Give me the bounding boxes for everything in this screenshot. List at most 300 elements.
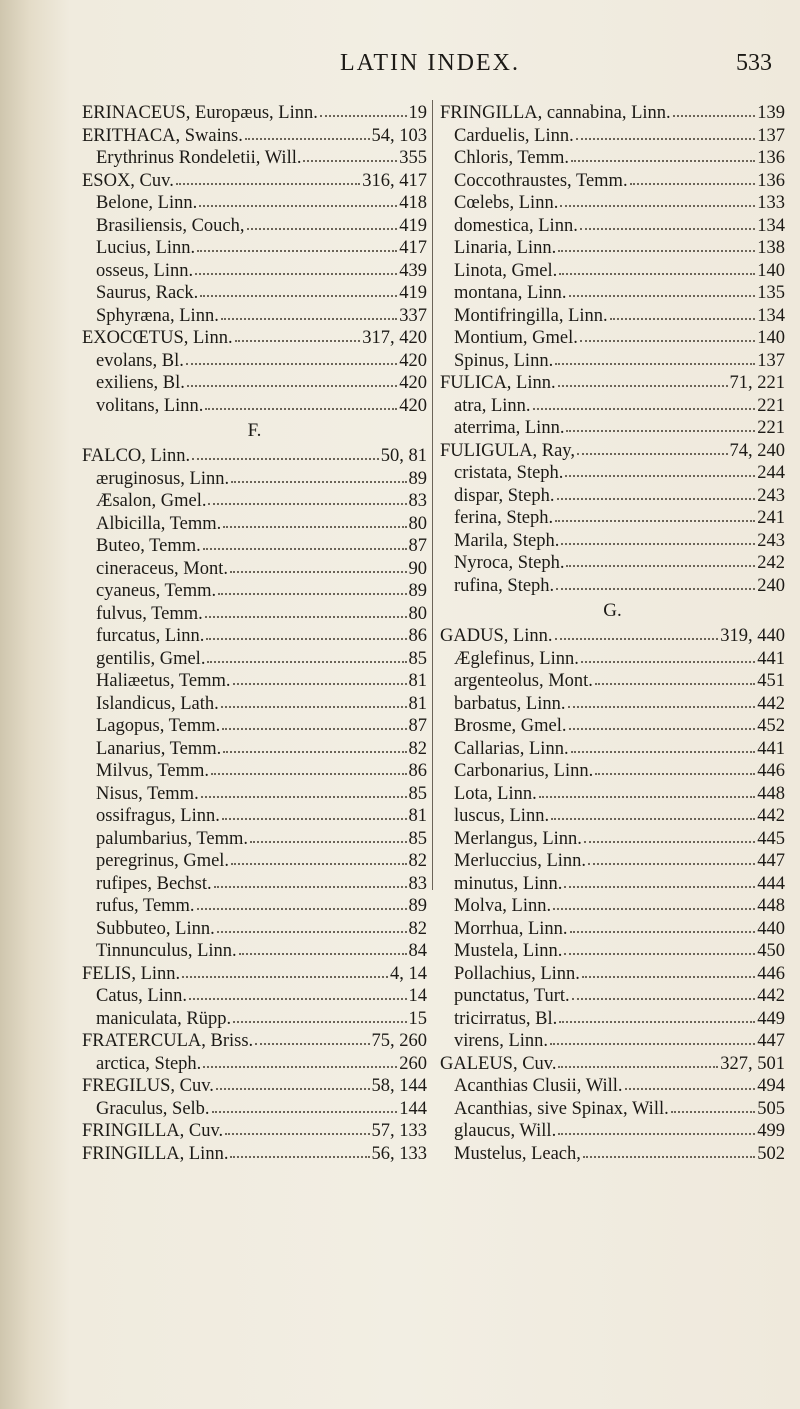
index-entry [82, 170, 427, 193]
dot-leader [560, 205, 755, 207]
entry-page-ref: 137 [757, 125, 785, 146]
entry-page-ref: 445 [757, 828, 785, 849]
index-entry [440, 670, 785, 693]
dot-leader [199, 205, 397, 207]
dot-leader [539, 796, 756, 798]
index-entry [440, 1008, 785, 1031]
index-entry [440, 440, 785, 463]
index-entry [82, 580, 427, 603]
entry-name: Milvus, Temm. [96, 761, 209, 781]
dot-leader [550, 1043, 755, 1045]
dot-leader [203, 548, 407, 550]
dot-leader [255, 1043, 369, 1045]
entry-page-ref: 446 [757, 761, 785, 781]
dot-leader [201, 796, 407, 798]
entry-name: luscus, Linn. [454, 806, 550, 826]
dot-leader [239, 953, 407, 955]
index-entry [82, 828, 427, 851]
dot-leader [566, 430, 755, 432]
entry-name: Carbonarius, Linn. [454, 761, 594, 781]
entry-name: atra, Linn. [454, 395, 531, 416]
index-entry [82, 760, 427, 783]
dot-leader [576, 138, 756, 140]
entry-page-ref: 86 [408, 626, 427, 646]
index-entry [440, 102, 785, 125]
entry-name: Erythrinus Rondeletii, Will. [96, 148, 302, 168]
entry-name: Lota, Linn. [454, 783, 537, 804]
index-entry [82, 625, 427, 648]
entry-name: Islandicus, Lath. [96, 693, 219, 714]
dot-leader [555, 520, 755, 522]
dot-leader [630, 183, 756, 185]
dot-leader [588, 863, 755, 865]
index-entry [82, 372, 427, 395]
index-entry [82, 490, 427, 513]
entry-name: Molva, Linn. [454, 896, 552, 916]
entry-page-ref: 134 [757, 305, 785, 326]
entry-name: Merlangus, Linn. [454, 828, 582, 849]
entry-page-ref: 54, 103 [371, 125, 427, 146]
entry-name: Acanthias Clusii, Will. [454, 1076, 623, 1096]
dot-leader [176, 183, 360, 185]
entry-page-ref: 82 [408, 918, 427, 939]
entry-page-ref: 447 [757, 851, 785, 871]
entry-page-ref: 82 [408, 738, 427, 759]
entry-page-ref: 134 [757, 215, 785, 236]
index-entry [82, 895, 427, 918]
index-entry [440, 805, 785, 828]
index-entry [440, 850, 785, 873]
index-entry [82, 468, 427, 491]
index-entry [82, 215, 427, 238]
entry-name: Pollachius, Linn. [454, 963, 580, 984]
dot-leader [197, 250, 397, 252]
dot-leader [195, 273, 397, 275]
dot-leader [222, 818, 407, 820]
dot-leader [569, 728, 756, 730]
entry-page-ref: 442 [757, 986, 785, 1006]
index-entry [440, 327, 785, 350]
entry-name: peregrinus, Gmel. [96, 851, 230, 871]
entry-page-ref: 50, 81 [380, 446, 427, 466]
dot-leader [533, 408, 756, 410]
entry-name: cristata, Steph. [454, 463, 564, 483]
dot-leader [671, 1111, 756, 1113]
entry-page-ref: 450 [757, 941, 785, 961]
entry-name: dispar, Steph. [454, 485, 555, 506]
dot-leader [572, 998, 756, 1000]
index-entry [440, 170, 785, 193]
index-entry [440, 192, 785, 215]
entry-page-ref: 87 [408, 716, 427, 736]
dot-leader [559, 273, 755, 275]
entry-name: Merluccius, Linn. [454, 851, 587, 871]
entry-page-ref: 449 [757, 1008, 785, 1029]
dot-leader [558, 1066, 718, 1068]
dot-leader [565, 475, 755, 477]
entry-page-ref: 84 [408, 941, 427, 961]
dot-leader [558, 1133, 755, 1135]
entry-name: FREGILUS, Cuv. [82, 1076, 214, 1096]
entry-name: Sphyræna, Linn. [96, 305, 219, 326]
entry-name: Buteo, Temm. [96, 536, 201, 556]
index-entry [440, 738, 785, 761]
entry-name: Linota, Gmel. [454, 260, 558, 281]
index-entry [440, 282, 785, 305]
index-entry [440, 918, 785, 941]
entry-name: rufus, Temm. [96, 896, 195, 916]
index-entry [440, 1098, 785, 1121]
dot-leader [568, 706, 756, 708]
dot-leader [247, 228, 398, 230]
index-entry [440, 693, 785, 716]
entry-name: exiliens, Bl. [96, 373, 185, 393]
entry-name: Belone, Linn. [96, 193, 198, 213]
entry-page-ref: 138 [757, 238, 785, 258]
entry-page-ref: 83 [408, 491, 427, 511]
index-entry [82, 1075, 427, 1098]
index-entry [82, 147, 427, 170]
index-entry [440, 372, 785, 395]
entry-page-ref: 83 [408, 873, 427, 894]
index-entry [82, 327, 427, 350]
dot-leader [555, 363, 755, 365]
entry-name: Lagopus, Temm. [96, 716, 221, 736]
index-entry [440, 1075, 785, 1098]
index-entry [82, 918, 427, 941]
section-letter: G. [603, 600, 622, 621]
entry-name: glaucus, Will. [454, 1121, 557, 1141]
dot-leader [625, 1088, 756, 1090]
entry-page-ref: 144 [399, 1098, 427, 1119]
entry-name: EXOCŒTUS, Linn. [82, 328, 233, 348]
index-entry [82, 395, 427, 418]
entry-name: Graculus, Selb. [96, 1098, 210, 1119]
entry-name: FRINGILLA, cannabina, Linn. [440, 103, 671, 123]
index-entry [82, 693, 427, 716]
entry-name: volitans, Linn. [96, 395, 204, 416]
dot-leader [197, 908, 407, 910]
index-entry [82, 102, 427, 125]
entry-page-ref: 136 [757, 170, 785, 191]
dot-leader [230, 1156, 369, 1158]
index-entry [440, 575, 785, 598]
entry-page-ref: 137 [757, 350, 785, 371]
dot-leader [233, 683, 407, 685]
entry-page-ref: 316, 417 [362, 170, 427, 191]
entry-page-ref: 74, 240 [729, 440, 785, 461]
index-entry [82, 305, 427, 328]
entry-page-ref: 85 [408, 828, 427, 849]
entry-name: Montium, Gmel. [454, 328, 578, 348]
dot-leader [569, 295, 756, 297]
index-entry [440, 485, 785, 508]
dot-leader [581, 661, 755, 663]
entry-page-ref: 243 [757, 485, 785, 506]
entry-name: Lucius, Linn. [96, 238, 196, 258]
entry-name: FRINGILLA, Cuv. [82, 1121, 224, 1141]
entry-name: rufina, Steph. [454, 575, 555, 596]
entry-page-ref: 319, 440 [720, 626, 785, 646]
entry-name: Brasiliensis, Couch, [96, 215, 245, 236]
index-column-right [440, 102, 785, 1165]
index-entry [440, 395, 785, 418]
entry-page-ref: 505 [757, 1098, 785, 1119]
index-entry [82, 603, 427, 626]
entry-name: Acanthias, sive Spinax, Will. [454, 1098, 669, 1119]
entry-name: GALEUS, Cuv. [440, 1053, 557, 1074]
dot-leader [182, 976, 388, 978]
dot-leader [673, 115, 756, 117]
index-entry [82, 985, 427, 1008]
dot-leader [208, 503, 406, 505]
dot-leader [205, 408, 397, 410]
dot-leader [571, 160, 755, 162]
entry-page-ref: 80 [408, 513, 427, 534]
index-entry [82, 282, 427, 305]
index-entry [440, 783, 785, 806]
dot-leader [211, 773, 407, 775]
index-entry [82, 125, 427, 148]
entry-name: ESOX, Cuv. [82, 170, 174, 191]
entry-page-ref: 15 [408, 1008, 427, 1029]
index-entry [82, 237, 427, 260]
entry-page-ref: 87 [408, 536, 427, 556]
index-entry [82, 963, 427, 986]
index-entry [440, 1143, 785, 1166]
page-header [80, 50, 780, 80]
index-entry [82, 535, 427, 558]
entry-page-ref: 135 [757, 283, 785, 303]
entry-page-ref: 420 [399, 373, 427, 393]
dot-leader [571, 751, 756, 753]
dot-leader [216, 1088, 370, 1090]
dot-leader [250, 841, 407, 843]
entry-name: furcatus, Linn. [96, 626, 205, 646]
entry-name: Montifringilla, Linn. [454, 305, 608, 326]
entry-page-ref: 71, 221 [729, 373, 785, 393]
index-entry [82, 350, 427, 373]
index-entry [440, 507, 785, 530]
dot-leader [583, 1156, 755, 1158]
index-entry [82, 260, 427, 283]
entry-page-ref: 81 [408, 693, 427, 714]
entry-name: palumbarius, Temm. [96, 828, 248, 849]
entry-page-ref: 81 [408, 806, 427, 826]
entry-name: Spinus, Linn. [454, 350, 554, 371]
entry-page-ref: 221 [757, 418, 785, 438]
entry-name: Subbuteo, Linn. [96, 918, 215, 939]
entry-page-ref: 442 [757, 693, 785, 714]
entry-page-ref: 448 [757, 783, 785, 804]
dot-leader [223, 526, 406, 528]
entry-name: domestica, Linn. [454, 215, 578, 236]
entry-page-ref: 441 [757, 738, 785, 759]
index-entry [440, 237, 785, 260]
dot-leader [564, 886, 755, 888]
dot-leader [595, 683, 755, 685]
dot-leader [221, 706, 407, 708]
index-entry [440, 648, 785, 671]
dot-leader [231, 481, 406, 483]
dot-leader [217, 931, 407, 933]
index-entry [82, 1008, 427, 1031]
entry-page-ref: 499 [757, 1121, 785, 1141]
dot-leader [235, 340, 361, 342]
entry-name: punctatus, Turt. [454, 986, 570, 1006]
dot-leader [555, 638, 719, 640]
entry-name: rufipes, Bechst. [96, 873, 212, 894]
entry-page-ref: 221 [757, 395, 785, 416]
entry-page-ref: 75, 260 [371, 1031, 427, 1051]
entry-page-ref: 89 [408, 896, 427, 916]
entry-name: Æsalon, Gmel. [96, 491, 207, 511]
dot-leader [559, 1021, 755, 1023]
entry-page-ref: 240 [757, 575, 785, 596]
entry-name: Albicilla, Temm. [96, 513, 222, 534]
section-letter: F. [247, 420, 262, 441]
entry-name: FELIS, Linn. [82, 963, 181, 984]
entry-name: ERITHACA, Swains. [82, 125, 243, 146]
entry-page-ref: 417 [399, 238, 427, 258]
entry-name: cineraceus, Mont. [96, 558, 229, 579]
dot-leader [557, 498, 756, 500]
entry-page-ref: 420 [399, 350, 427, 371]
index-entry [440, 895, 785, 918]
entry-page-ref: 57, 133 [371, 1121, 427, 1141]
entry-page-ref: 244 [757, 463, 785, 483]
entry-page-ref: 260 [399, 1053, 427, 1074]
index-entry [440, 417, 785, 440]
entry-name: Lanarius, Temm. [96, 738, 222, 759]
index-entry [82, 1030, 427, 1053]
entry-page-ref: 90 [408, 558, 427, 579]
entry-name: FRINGILLA, Linn. [82, 1143, 229, 1164]
entry-name: maniculata, Rüpp. [96, 1008, 232, 1029]
entry-page-ref: 419 [399, 215, 427, 236]
entry-page-ref: 502 [757, 1143, 785, 1164]
index-entry [440, 760, 785, 783]
index-entry [440, 305, 785, 328]
column-divider [432, 100, 433, 890]
entry-name: Tinnunculus, Linn. [96, 941, 237, 961]
dot-leader [564, 953, 755, 955]
dot-leader [206, 638, 406, 640]
dot-leader [570, 931, 756, 933]
index-entry [82, 805, 427, 828]
entry-page-ref: 139 [757, 103, 785, 123]
entry-name: Carduelis, Linn. [454, 125, 574, 146]
index-entry [440, 1053, 785, 1076]
entry-name: æruginosus, Linn. [96, 468, 230, 489]
entry-name: Nisus, Temm. [96, 783, 199, 804]
entry-name: ossifragus, Linn. [96, 806, 220, 826]
entry-page-ref: 440 [757, 918, 785, 939]
entry-page-ref: 82 [408, 851, 427, 871]
dot-leader [580, 228, 755, 230]
entry-name: Æglefinus, Linn. [454, 648, 579, 669]
dot-leader [303, 160, 397, 162]
dot-leader [192, 458, 379, 460]
entry-page-ref: 80 [408, 603, 427, 624]
index-entry [440, 828, 785, 851]
entry-page-ref: 418 [399, 193, 427, 213]
entry-page-ref: 136 [757, 148, 785, 168]
index-entry [440, 552, 785, 575]
entry-page-ref: 242 [757, 553, 785, 573]
entry-name: ERINACEUS, Europæus, Linn. [82, 103, 318, 123]
entry-page-ref: 439 [399, 260, 427, 281]
entry-name: virens, Linn. [454, 1031, 549, 1051]
index-entry [82, 850, 427, 873]
dot-leader [320, 115, 407, 117]
index-entry [82, 940, 427, 963]
index-entry [82, 1053, 427, 1076]
entry-page-ref: 81 [408, 671, 427, 691]
entry-name: Marila, Steph. [454, 530, 560, 551]
entry-name: aterrima, Linn. [454, 418, 565, 438]
dot-leader [186, 363, 397, 365]
dot-leader [223, 751, 406, 753]
dot-leader [580, 340, 755, 342]
entry-page-ref: 85 [408, 783, 427, 804]
index-entry [82, 513, 427, 536]
entry-page-ref: 327, 501 [720, 1053, 785, 1074]
entry-name: FULICA, Linn. [440, 373, 556, 393]
entry-page-ref: 86 [408, 761, 427, 781]
entry-page-ref: 56, 133 [371, 1143, 427, 1164]
dot-leader [558, 250, 755, 252]
entry-name: fulvus, Temm. [96, 603, 203, 624]
entry-page-ref: 243 [757, 530, 785, 551]
dot-leader [231, 863, 406, 865]
dot-leader [551, 818, 755, 820]
entry-name: Nyroca, Steph. [454, 553, 565, 573]
entry-name: Mustela, Linn. [454, 941, 563, 961]
dot-leader [214, 886, 407, 888]
entry-page-ref: 4, 14 [390, 963, 427, 984]
dot-leader [200, 295, 397, 297]
entry-name: argenteolus, Mont. [454, 671, 593, 691]
entry-name: arctica, Steph. [96, 1053, 202, 1074]
index-entry [440, 985, 785, 1008]
entry-page-ref: 14 [408, 986, 427, 1006]
entry-name: evolans, Bl. [96, 350, 184, 371]
entry-name: Linaria, Linn. [454, 238, 557, 258]
dot-leader [556, 588, 755, 590]
dot-leader [595, 773, 755, 775]
entry-page-ref: 85 [408, 648, 427, 669]
entry-page-ref: 447 [757, 1031, 785, 1051]
entry-page-ref: 452 [757, 716, 785, 736]
index-entry [440, 147, 785, 170]
index-entry [440, 260, 785, 283]
index-entry [82, 445, 427, 468]
dot-leader [582, 976, 755, 978]
dot-leader [212, 1111, 398, 1113]
dot-leader [584, 841, 755, 843]
entry-name: barbatus, Linn. [454, 693, 566, 714]
dot-leader [558, 385, 728, 387]
dot-leader [553, 908, 755, 910]
index-entry [440, 125, 785, 148]
dot-leader [245, 138, 370, 140]
index-column-left [82, 102, 427, 1165]
index-entry [440, 215, 785, 238]
index-entry [440, 1030, 785, 1053]
index-entry [82, 648, 427, 671]
index-entry [440, 1120, 785, 1143]
